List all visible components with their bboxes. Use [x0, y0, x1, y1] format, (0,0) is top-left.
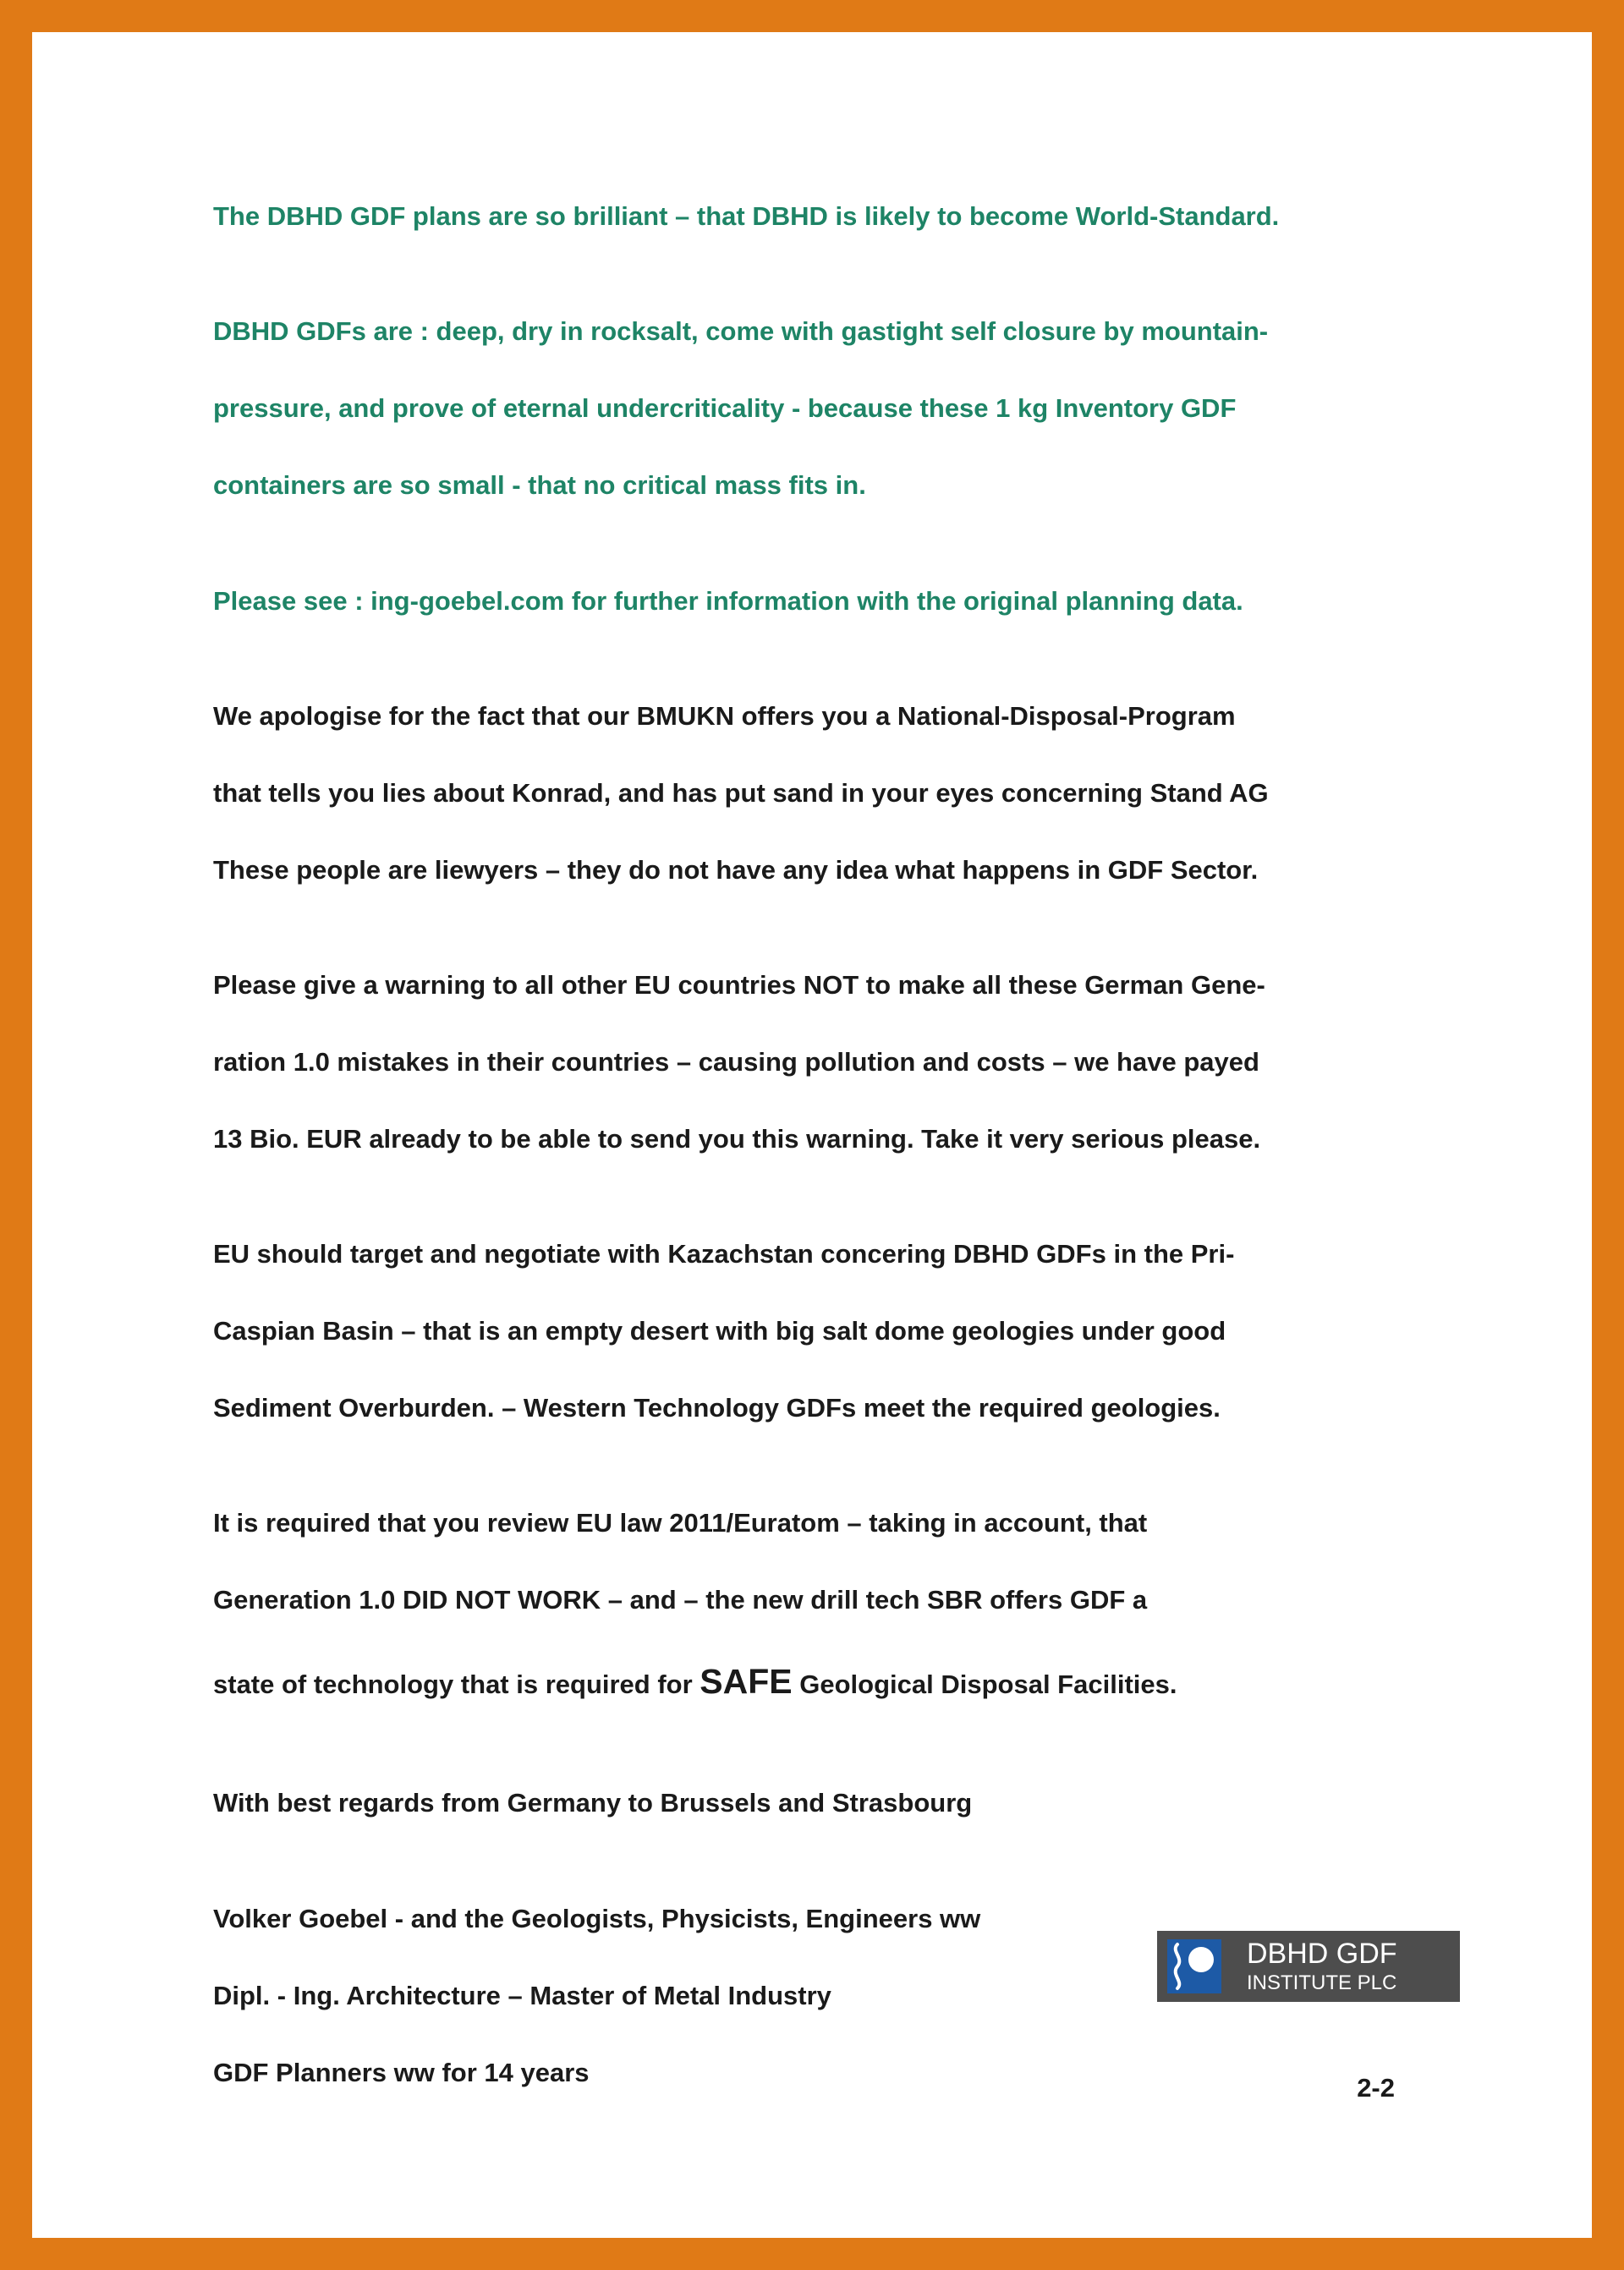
signature-name: Volker Goebel - and the Geologists, Physicists, Engineers ww	[213, 1904, 981, 1933]
features-line-2: pressure, and prove of eternal undercriticality - because these 1 kg Inventory GDF	[213, 393, 1237, 423]
review-line-3-end: Geological Disposal Facilities.	[792, 1670, 1177, 1699]
logo-title: DBHD GDF	[1247, 1938, 1397, 1970]
apology-line-2: that tells you lies about Konrad, and has put sand in your eyes concerning Stand AG	[213, 778, 1269, 808]
apology-line-1: We apologise for the fact that our BMUKN offers you a National-Disposal-Program	[213, 701, 1236, 731]
dbhd-logo	[1157, 1931, 1460, 2002]
logo-subtitle: INSTITUTE PLC	[1247, 1971, 1397, 1994]
safe-emphasis: SAFE	[700, 1662, 793, 1701]
kazakhstan-line-3: Sediment Overburden. – Western Technology GDFs meet the required geologies.	[213, 1393, 1221, 1423]
regards-line: With best regards from Germany to Brussels and Strasbourg	[213, 1788, 973, 1818]
kazakhstan-line-2: Caspian Basin – that is an empty desert with big salt dome geologies under good	[213, 1316, 1226, 1346]
review-line-2: Generation 1.0 DID NOT WORK – and – the new drill tech SBR offers GDF a	[213, 1585, 1148, 1615]
warning-line-3: 13 Bio. EUR already to be able to send you this warning. Take it very serious please.	[213, 1124, 1261, 1154]
intro-line: The DBHD GDF plans are so brilliant – that DBHD is likely to become World-Standard.	[213, 201, 1280, 231]
review-line-3-start: state of technology that is required for	[213, 1670, 700, 1699]
review-line-3	[213, 1664, 1177, 1702]
reference-line: Please see : ing-goebel.com for further information with the original planning data.	[213, 586, 1243, 616]
review-line-1: It is required that you review EU law 2011/Euratom – taking in account, that	[213, 1508, 1148, 1538]
features-line-3: containers are so small - that no critical mass fits in.	[213, 470, 866, 500]
dbhd-logo-icon	[1167, 1939, 1221, 1993]
document-page	[32, 32, 1592, 2238]
warning-line-1: Please give a warning to all other EU countries NOT to make all these German Gene-	[213, 970, 1265, 1000]
kazakhstan-line-1: EU should target and negotiate with Kazachstan concering DBHD GDFs in the Pri-	[213, 1239, 1235, 1269]
apology-line-3: These people are liewyers – they do not have any idea what happens in GDF Sector.	[213, 855, 1259, 885]
page-number: 2-2	[1357, 2073, 1395, 2103]
features-line-1: DBHD GDFs are : deep, dry in rocksalt, come with gastight self closure by mountain-	[213, 316, 1269, 346]
signature-experience: GDF Planners ww for 14 years	[213, 2058, 590, 2087]
logo-icon-graphic	[1167, 1939, 1221, 1993]
signature-degree: Dipl. - Ing. Architecture – Master of Metal Industry	[213, 1981, 831, 2010]
warning-line-2: ration 1.0 mistakes in their countries – causing pollution and costs – we have payed	[213, 1047, 1259, 1077]
